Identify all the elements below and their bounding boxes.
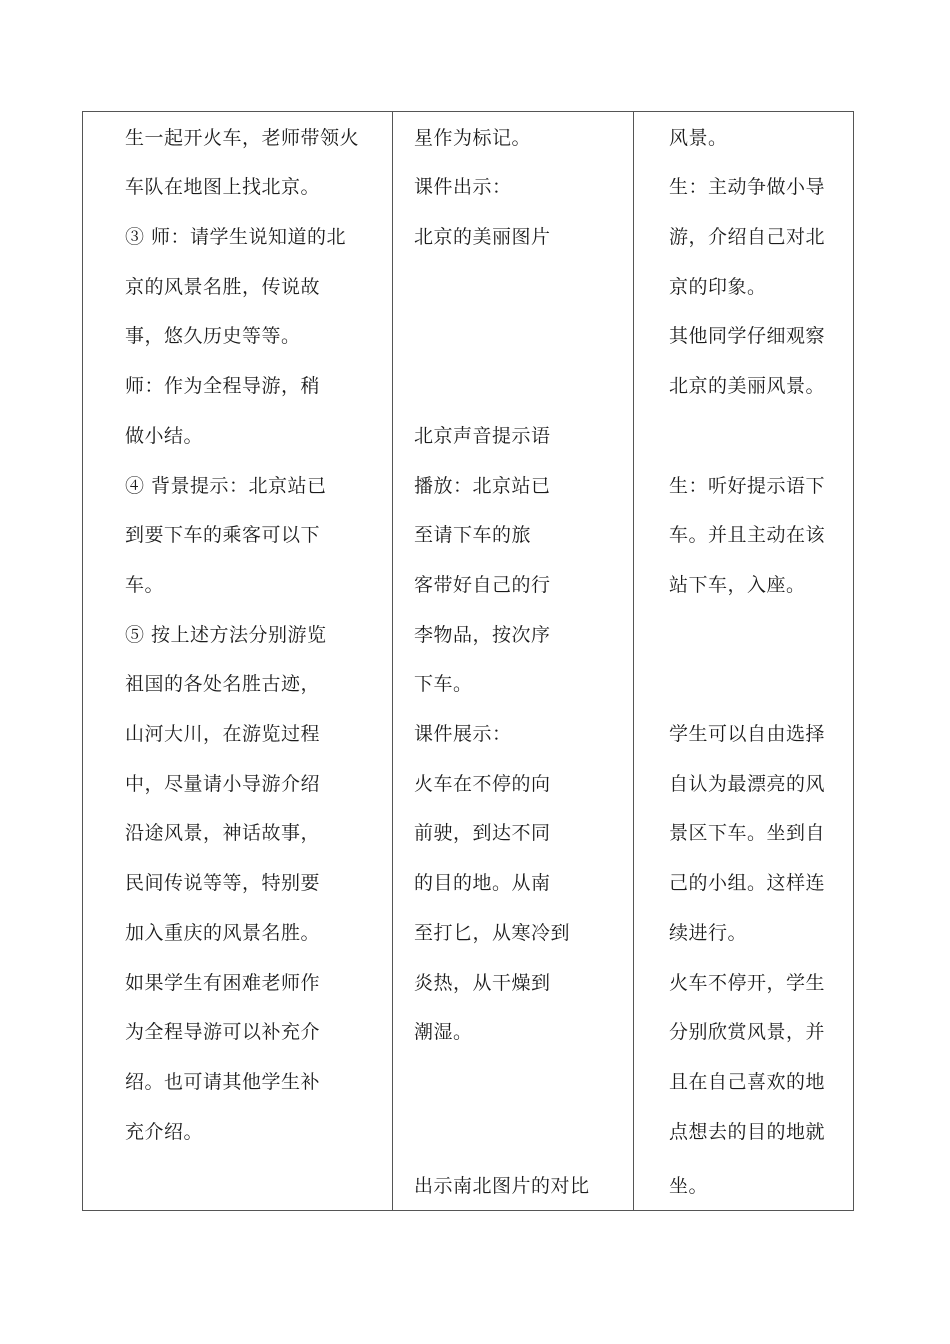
- text-line: 车。: [125, 574, 165, 596]
- text-line: 做小结。: [125, 425, 204, 447]
- text-line: 出示南北图片的对比: [414, 1175, 590, 1197]
- text-line: 且在自己喜欢的地: [669, 1071, 826, 1093]
- text-line: ③ 师：请学生说知道的北: [125, 226, 347, 248]
- text-line: 自认为最漂亮的风: [669, 773, 826, 795]
- text-line: 到要下车的乘客可以下: [125, 524, 321, 546]
- text-line: 山河大川，在游览过程: [125, 723, 321, 745]
- text-line: 绍。也可请其他学生补: [125, 1071, 321, 1093]
- text-line: 坐。: [669, 1175, 709, 1197]
- text-line: 生一起开火车，老师带领火: [125, 127, 360, 149]
- text-line: 点想去的目的地就: [669, 1121, 826, 1143]
- text-line: 车队在地图上找北京。: [125, 176, 321, 198]
- text-line: 课件展示：: [414, 723, 512, 745]
- text-line: 民间传说等等，特别要: [125, 872, 321, 894]
- text-line: 分别欣赏风景，并: [669, 1021, 826, 1043]
- text-line: 星作为标记。: [414, 127, 532, 149]
- text-line: 火车不停开，学生: [669, 972, 826, 994]
- text-line: 师：作为全程导游，稍: [125, 375, 321, 397]
- text-line: 生：听好提示语下: [669, 475, 826, 497]
- lesson-plan-table: [82, 111, 854, 1211]
- student-activity-column: [634, 112, 853, 1210]
- text-line: 学生可以自由选择: [669, 723, 826, 745]
- text-line: ⑤ 按上述方法分别游览: [125, 624, 327, 646]
- text-line: 生：主动争做小导: [669, 176, 826, 198]
- text-line: 风景。: [669, 127, 728, 149]
- text-line: 如果学生有困难老师作: [125, 972, 321, 994]
- text-line: 京的风景名胜，传说故: [125, 276, 321, 298]
- text-line: 炎热，从干燥到: [414, 972, 551, 994]
- text-line: 下车。: [414, 673, 473, 695]
- text-line: 祖国的各处名胜古迹，: [125, 673, 321, 695]
- text-line: 事，悠久历史等等。: [125, 325, 301, 347]
- text-line: 播放：北京站已: [414, 475, 551, 497]
- text-line: 沿途风景，神话故事，: [125, 822, 321, 844]
- text-line: 其他同学仔细观察: [669, 325, 826, 347]
- text-line: 北京的美丽风景。: [669, 375, 826, 397]
- text-line: 的目的地。从南: [414, 872, 551, 894]
- text-line: 至打匕，从寒冷到: [414, 922, 571, 944]
- text-line: 至请下车的旅: [414, 524, 532, 546]
- text-line: 课件出示：: [414, 176, 512, 198]
- text-line: 为全程导游可以补充介: [125, 1021, 321, 1043]
- text-line: 站下车，入座。: [669, 574, 806, 596]
- teacher-activity-column: [83, 112, 393, 1210]
- text-line: 客带好自己的行: [414, 574, 551, 596]
- text-line: 己的小组。这样连: [669, 872, 826, 894]
- text-line: 景区下车。坐到自: [669, 822, 826, 844]
- text-line: 中，尽量请小导游介绍: [125, 773, 321, 795]
- text-line: 前驶，到达不同: [414, 822, 551, 844]
- text-line: 游，介绍自己对北: [669, 226, 826, 248]
- text-line: 潮湿。: [414, 1021, 473, 1043]
- text-line: 李物品，按次序: [414, 624, 551, 646]
- courseware-column: [393, 112, 634, 1210]
- text-line: 充介绍。: [125, 1121, 204, 1143]
- text-line: 北京的美丽图片: [414, 226, 551, 248]
- text-line: 车。并且主动在该: [669, 524, 826, 546]
- text-line: 火车在不停的向: [414, 773, 551, 795]
- text-line: 续进行。: [669, 922, 748, 944]
- text-line: 北京声音提示语: [414, 425, 551, 447]
- text-line: 加入重庆的风景名胜。: [125, 922, 321, 944]
- text-line: ④ 背景提示：北京站已: [125, 475, 327, 497]
- text-line: 京的印象。: [669, 276, 767, 298]
